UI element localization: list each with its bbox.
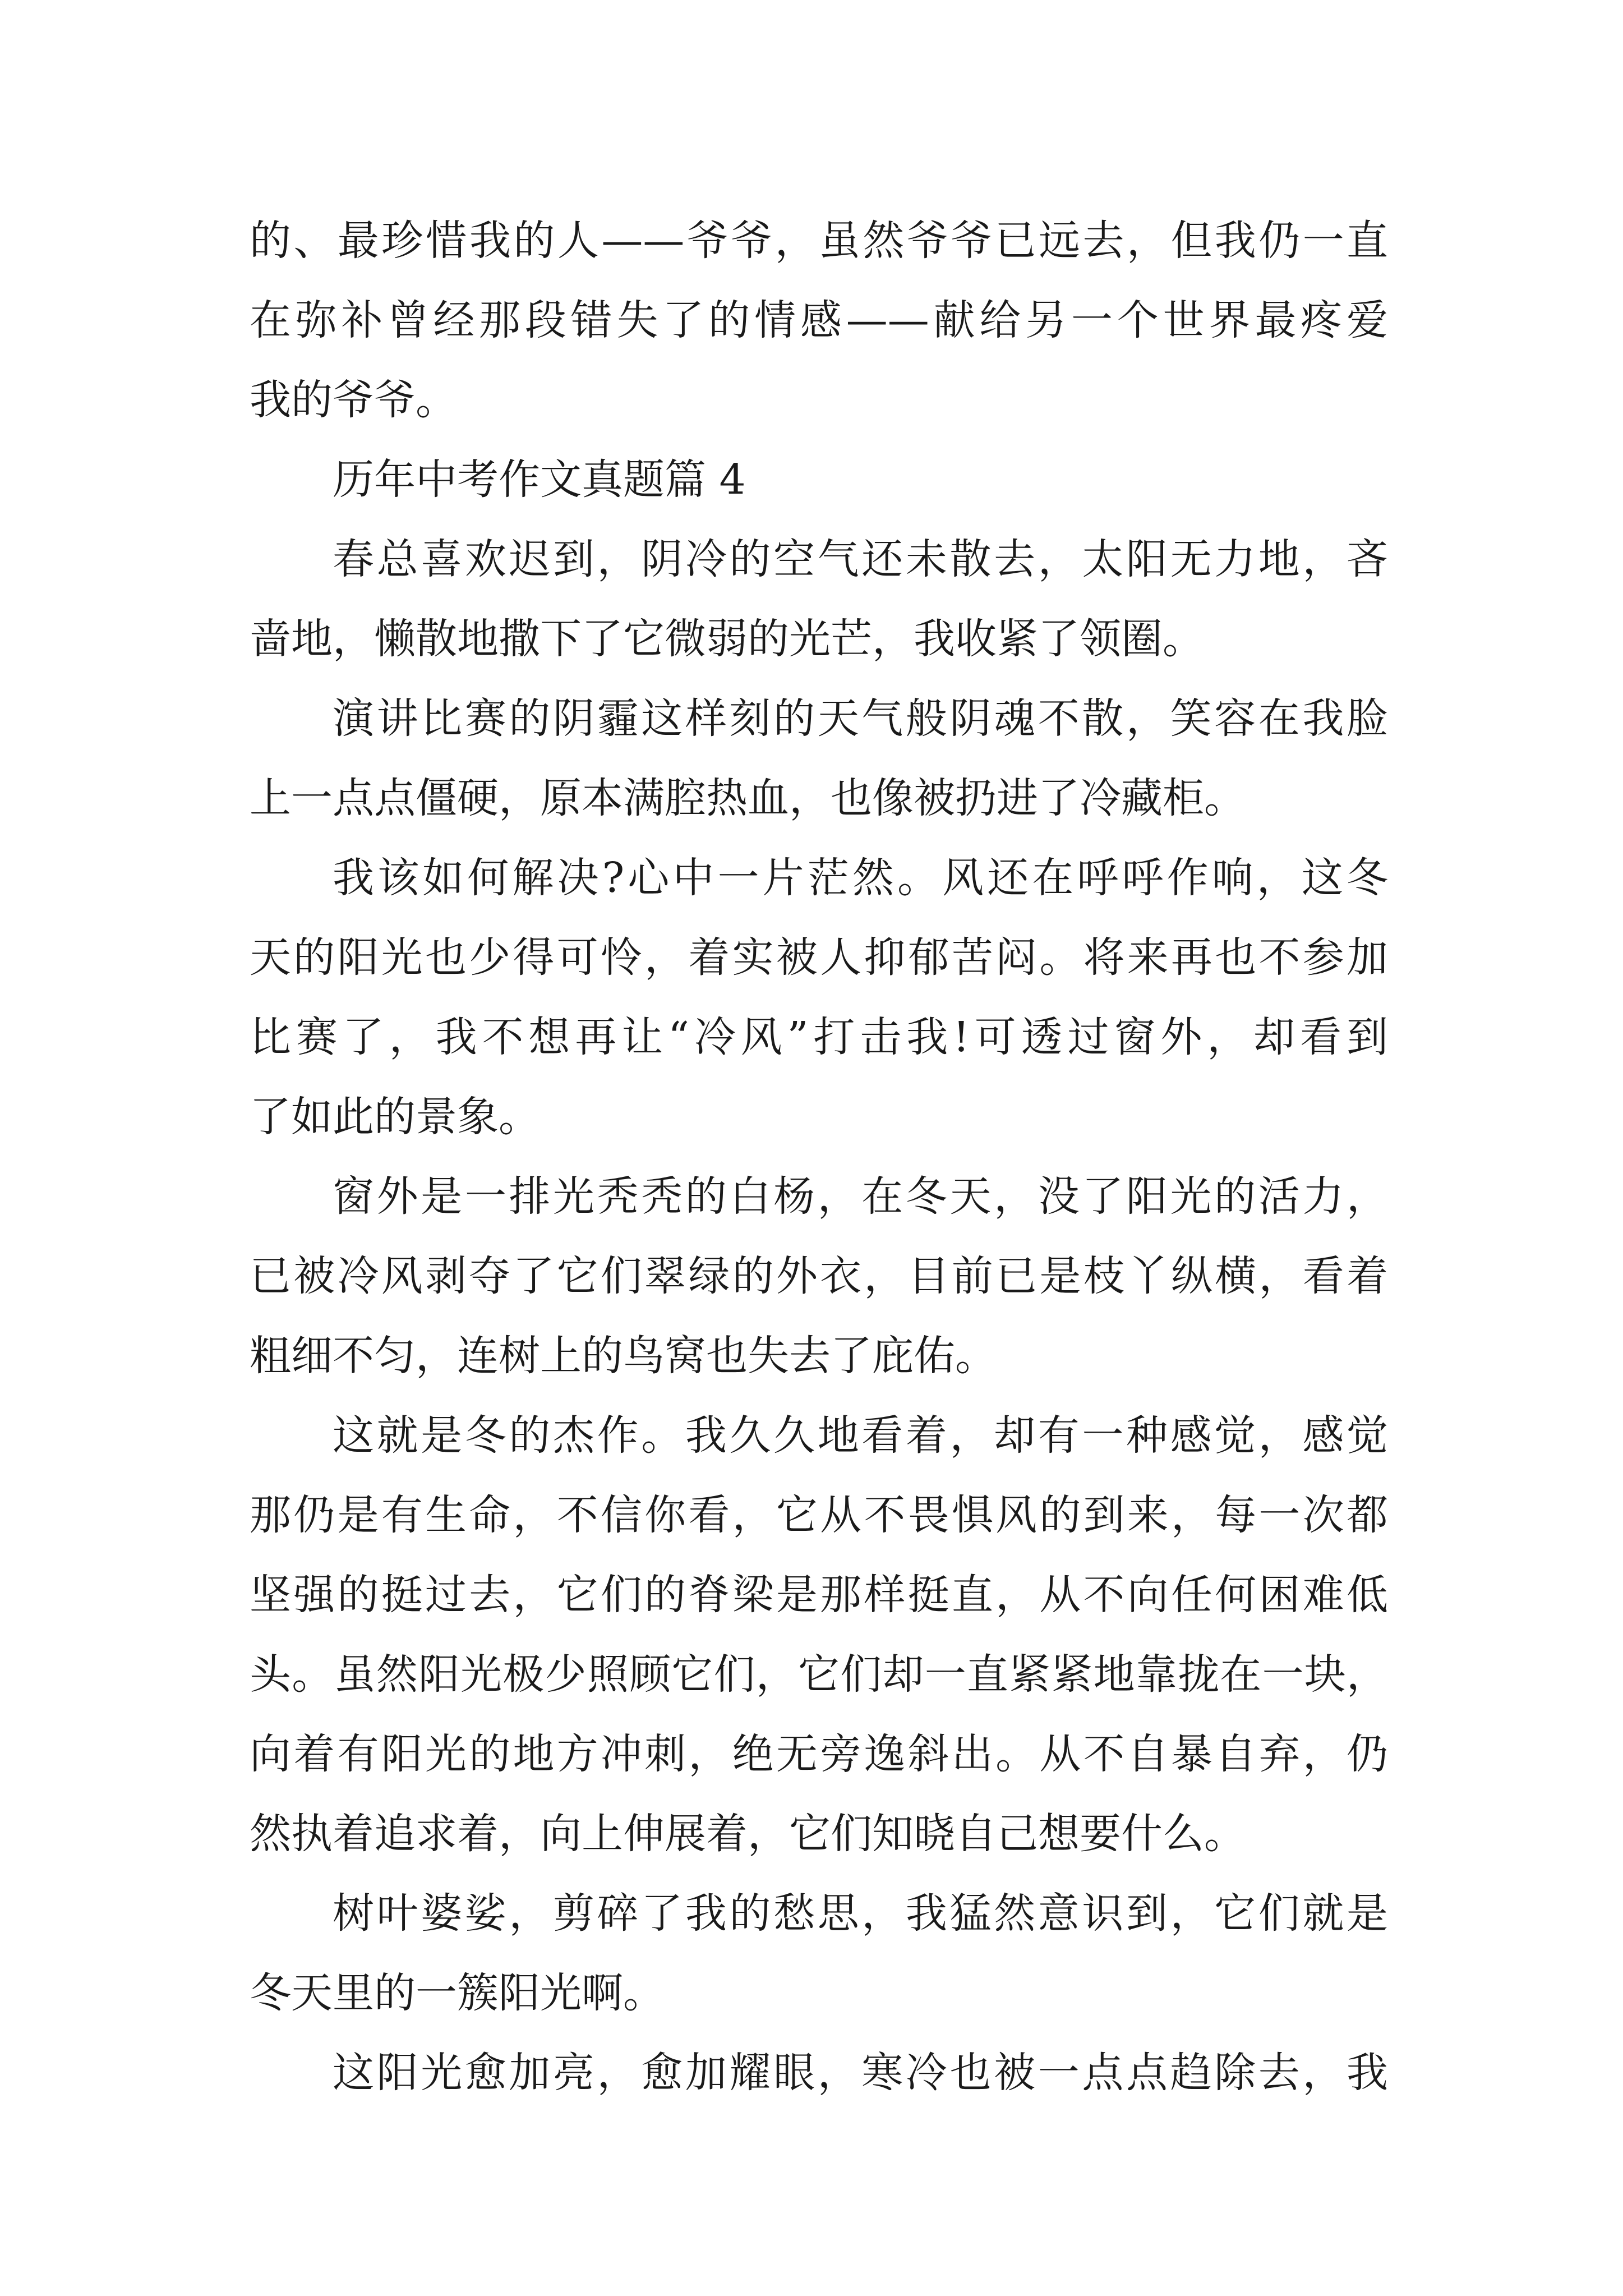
text-line: 然执着追求着，向上伸展着，它们知晓自己想要什么。 [250, 1810, 1246, 1858]
text-line: 窗外是一排光秃秃的白杨，在冬天，没了阳光的活力， [333, 1172, 1388, 1221]
text-line: 我的爷爷。 [250, 376, 457, 424]
text-line: 比赛了，我不想再让“冷风”打击我!可透过窗外，却看到 [250, 1013, 1388, 1061]
text-line: 了如此的景象。 [250, 1093, 540, 1141]
text-line: 向着有阳光的地方冲刺，绝无旁逸斜出。从不自暴自弃，仍 [250, 1730, 1388, 1778]
text-line: 啬地，懒散地撒下了它微弱的光芒，我收紧了领圈。 [250, 615, 1204, 663]
text-line: 那仍是有生命，不信你看，它从不畏惧风的到来，每一次都 [250, 1491, 1388, 1539]
text-line: 春总喜欢迟到，阴冷的空气还未散去，太阳无力地，吝 [333, 535, 1388, 583]
text-line: 天的阳光也少得可怜，着实被人抑郁苦闷。将来再也不参加 [250, 933, 1388, 982]
text-line: 坚强的挺过去，它们的脊梁是那样挺直，从不向任何困难低 [250, 1571, 1388, 1619]
text-line: 这阳光愈加亮，愈加耀眼，寒冷也被一点点趋除去，我 [333, 2049, 1388, 2097]
text-line: 在弥补曾经那段错失了的情感——献给另一个世界最疼爱 [250, 296, 1388, 344]
text-line: 头。虽然阳光极少照顾它们，它们却一直紧紧地靠拢在一块， [250, 1650, 1388, 1699]
text-line: 这就是冬的杰作。我久久地看着，却有一种感觉，感觉 [333, 1411, 1388, 1460]
section-heading: 历年中考作文真题篇 4 [333, 455, 746, 504]
text-line: 冬天里的一簇阳光啊。 [250, 1969, 665, 2017]
text-line: 粗细不匀，连树上的鸟窝也失去了庇佑。 [250, 1332, 997, 1380]
text-line: 树叶婆娑，剪碎了我的愁思，我猛然意识到，它们就是 [333, 1889, 1388, 1938]
document-body [250, 201, 1388, 2113]
text-line: 演讲比赛的阴霾这样刻的天气般阴魂不散，笑容在我脸 [333, 694, 1388, 743]
text-line: 的、最珍惜我的人——爷爷，虽然爷爷已远去，但我仍一直 [250, 217, 1388, 265]
text-line: 已被冷风剥夺了它们翠绿的外衣，目前已是枝丫纵横，看着 [250, 1252, 1388, 1300]
text-line: 上一点点僵硬，原本满腔热血，也像被扔进了冷藏柜。 [250, 774, 1246, 822]
text-line: 我该如何解决?心中一片茫然。风还在呼呼作响，这冬 [333, 854, 1388, 902]
